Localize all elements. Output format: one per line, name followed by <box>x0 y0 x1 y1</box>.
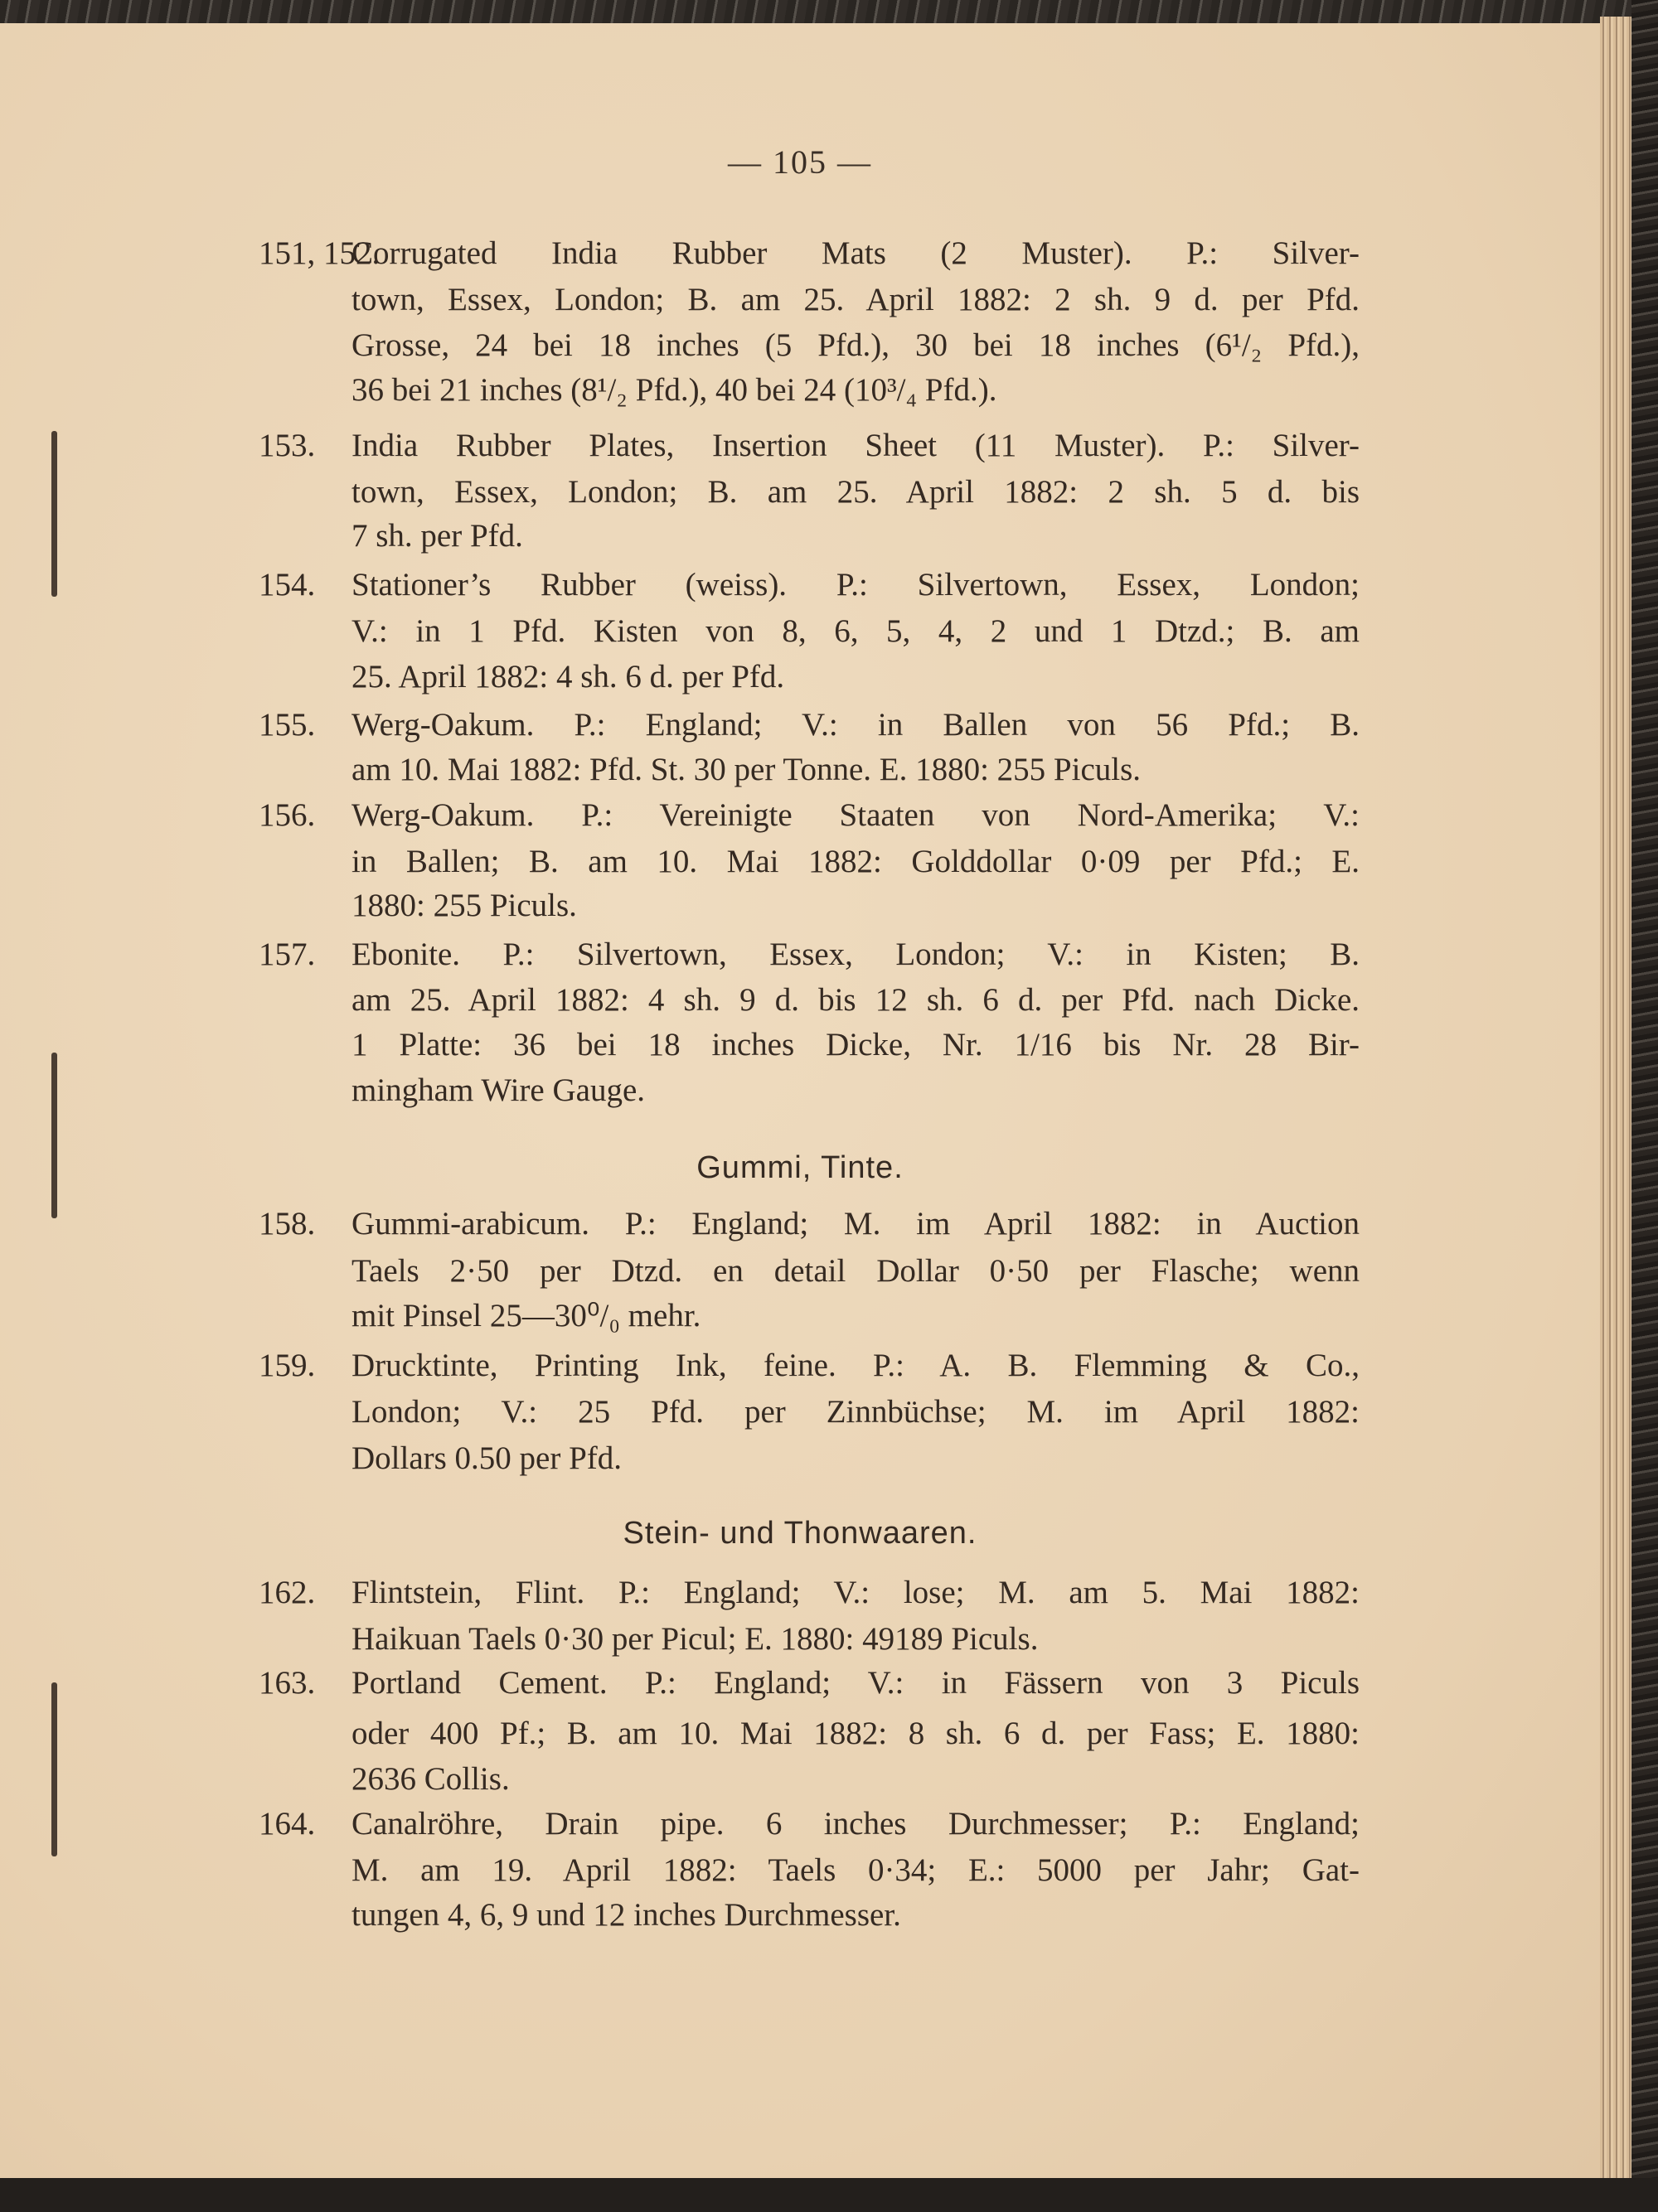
binding-stitch <box>51 1053 57 1218</box>
entry-text-line: 2636 Collis. <box>351 1761 510 1797</box>
entry-number: 153. <box>259 428 316 463</box>
entry-text-line: am 25. April 1882: 4 sh. 9 d. bis 12 sh. 6 d. per Pfd. nach Dicke. <box>351 982 1360 1018</box>
entry-text-line: Drucktinte, Printing Ink, feine. P.: A. B. Flemming & Co., <box>351 1348 1360 1383</box>
entry-text-line: Haikuan Taels 0·30 per Picul; E. 1880: 49189 Piculs. <box>351 1621 1039 1657</box>
entry-number: 151, 152. <box>259 235 381 271</box>
entry-number: 157. <box>259 937 316 972</box>
entry-text-line: 36 bei 21 inches (8¹/₂ Pfd.), 40 bei 24 (10³/₄ Pfd.). <box>351 372 997 408</box>
entry-text-line: Flintstein, Flint. P.: England; V.: lose; M. am 5. Mai 1882: <box>351 1575 1360 1610</box>
book-top-edge <box>0 0 1658 25</box>
entry-text-line: 25. April 1882: 4 sh. 6 d. per Pfd. <box>351 659 785 695</box>
entry-text-line: in Ballen; B. am 10. Mai 1882: Golddollar 0·09 per Pfd.; E. <box>351 844 1360 879</box>
entry-number: 155. <box>259 707 316 743</box>
entry-text-line: mit Pinsel 25—30⁰/₀ mehr. <box>351 1298 701 1333</box>
entry-text-line: Stationer’s Rubber (weiss). P.: Silvertown, Essex, London; <box>351 567 1360 603</box>
entry-text-line: Werg-Oakum. P.: England; V.: in Ballen von 56 Pfd.; B. <box>351 707 1360 743</box>
entry-number: 163. <box>259 1665 316 1701</box>
book-bottom-edge <box>0 2178 1658 2212</box>
entry-text-line: V.: in 1 Pfd. Kisten von 8, 6, 5, 4, 2 und 1 Dtzd.; B. am <box>351 613 1360 649</box>
entry-text-line: London; V.: 25 Pfd. per Zinnbüchse; M. im April 1882: <box>351 1394 1360 1430</box>
entry-text-line: mingham Wire Gauge. <box>351 1072 646 1108</box>
entry-text-line: Portland Cement. P.: England; V.: in Fässern von 3 Piculs <box>351 1665 1360 1701</box>
entry-text-line: Grosse, 24 bei 18 inches (5 Pfd.), 30 bei 18 inches (6¹/₂ Pfd.), <box>351 327 1360 363</box>
entry-text-line: Canalröhre, Drain pipe. 6 inches Durchmesser; P.: England; <box>351 1806 1360 1842</box>
page-edges <box>1600 17 1631 2180</box>
entry-text-line: 1880: 255 Piculs. <box>351 888 577 923</box>
entry-text-line: Dollars 0.50 per Pfd. <box>351 1440 623 1476</box>
entry-number: 156. <box>259 797 316 833</box>
entry-number: 158. <box>259 1206 316 1242</box>
entry-text-line: India Rubber Plates, Insertion Sheet (11 Muster). P.: Silver- <box>351 428 1360 463</box>
page-number: — 105 — <box>728 143 872 181</box>
marbled-cover <box>1631 0 1658 2212</box>
entry-number: 159. <box>259 1348 316 1383</box>
entry-text-line: Corrugated India Rubber Mats (2 Muster). P.: Silver- <box>351 235 1360 271</box>
entry-text-line: tungen 4, 6, 9 und 12 inches Durchmesser. <box>351 1897 901 1933</box>
entry-text-line: 7 sh. per Pfd. <box>351 518 523 554</box>
entry-text-line: Taels 2·50 per Dtzd. en detail Dollar 0·50 per Flasche; wenn <box>351 1253 1360 1289</box>
entry-text-line: town, Essex, London; B. am 25. April 1882: 2 sh. 9 d. per Pfd. <box>351 282 1360 317</box>
entry-number: 162. <box>259 1575 316 1610</box>
section-heading: Stein- und Thonwaaren. <box>623 1516 977 1551</box>
entry-text-line: Werg-Oakum. P.: Vereinigte Staaten von Nord-Amerika; V.: <box>351 797 1360 833</box>
entry-number: 154. <box>259 567 316 603</box>
entry-text-line: Ebonite. P.: Silvertown, Essex, London; V.: in Kisten; B. <box>351 937 1360 972</box>
entry-text-line: oder 400 Pf.; B. am 10. Mai 1882: 8 sh. 6 d. per Fass; E. 1880: <box>351 1716 1360 1751</box>
section-heading: Gummi, Tinte. <box>696 1150 904 1185</box>
entry-text-line: 1 Platte: 36 bei 18 inches Dicke, Nr. 1/16 bis Nr. 28 Bir- <box>351 1027 1360 1062</box>
binding-stitch <box>51 1682 57 1856</box>
binding-stitch <box>51 431 57 597</box>
entry-text-line: Gummi-arabicum. P.: England; M. im April 1882: in Auction <box>351 1206 1360 1242</box>
entry-text-line: M. am 19. April 1882: Taels 0·34; E.: 5000 per Jahr; Gat- <box>351 1852 1360 1888</box>
entry-text-line: town, Essex, London; B. am 25. April 1882: 2 sh. 5 d. bis <box>351 474 1360 510</box>
entry-text-line: am 10. Mai 1882: Pfd. St. 30 per Tonne. E. 1880: 255 Piculs. <box>351 752 1142 787</box>
entry-number: 164. <box>259 1806 316 1842</box>
